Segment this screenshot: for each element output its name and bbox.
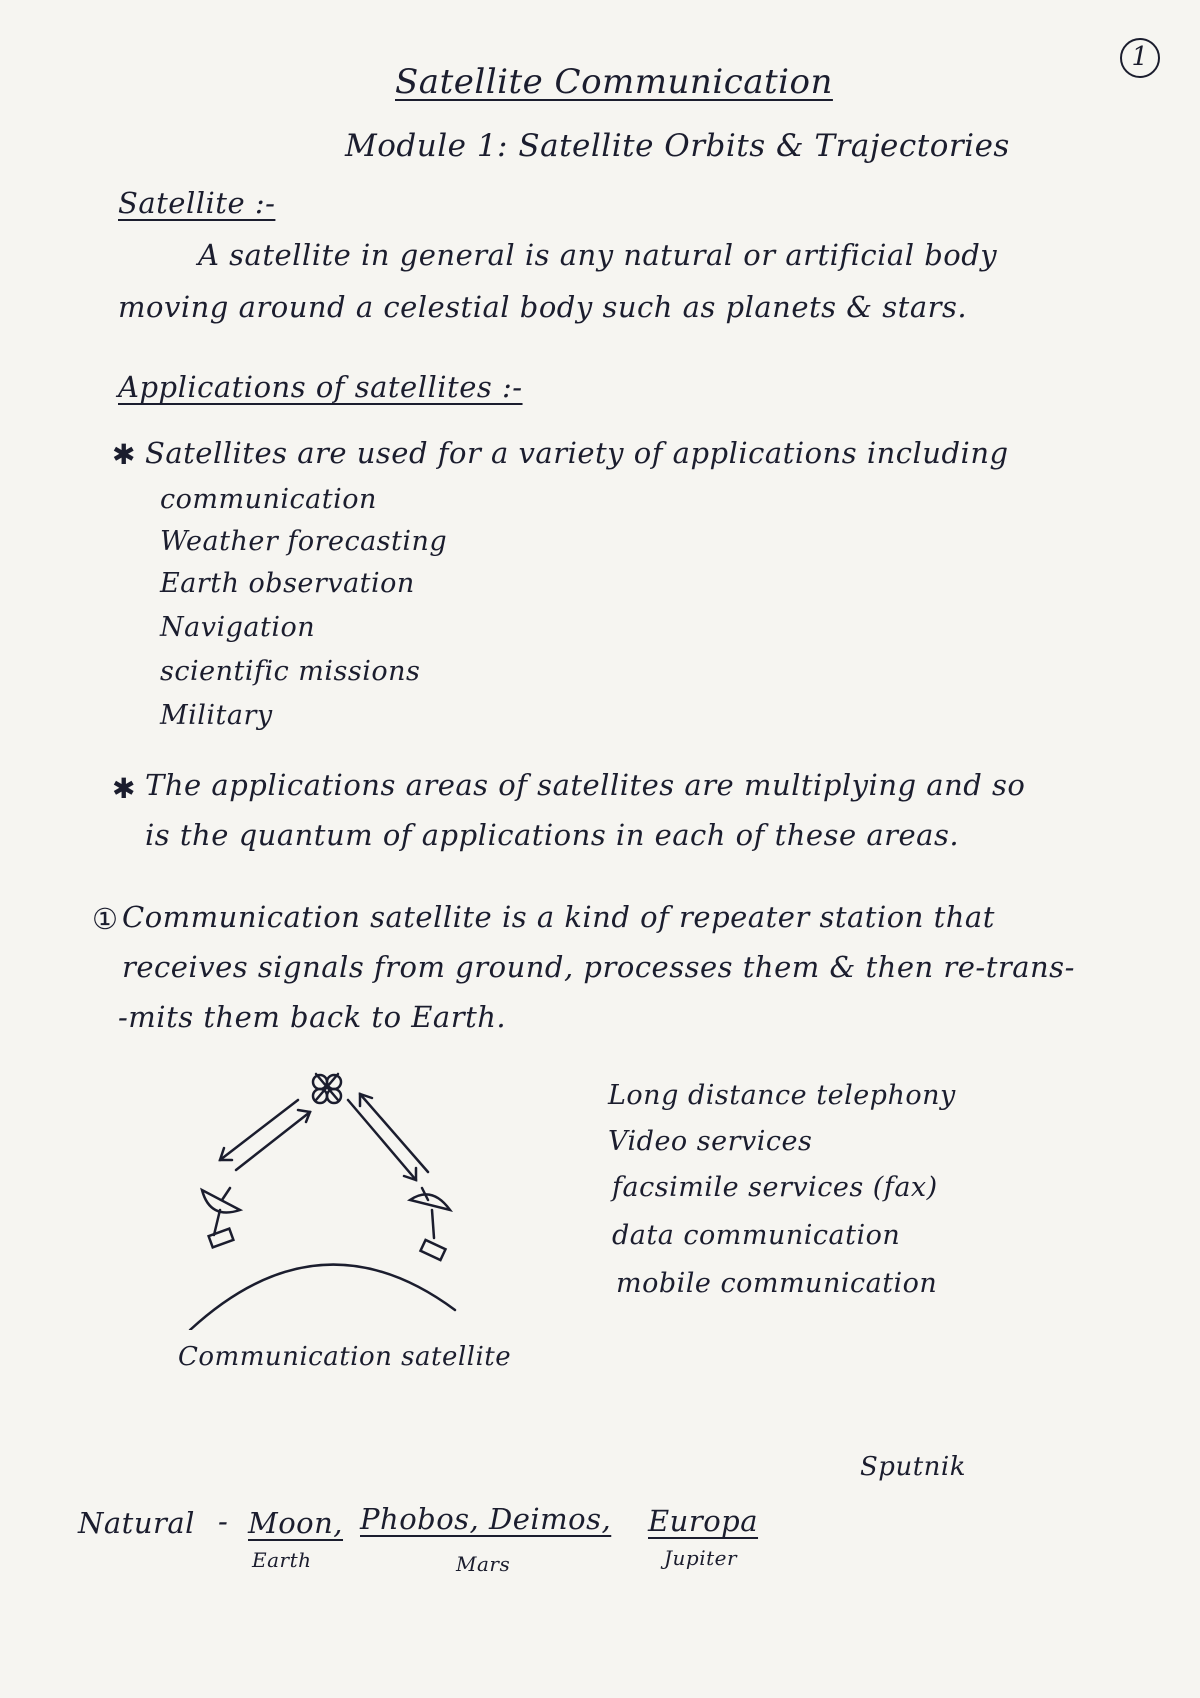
moon-label: Moon, bbox=[248, 1506, 344, 1540]
application-item: communication bbox=[160, 484, 377, 515]
europa-label: Europa bbox=[648, 1504, 759, 1538]
definition-line-1: A satellite in general is any natural or artificial body bbox=[198, 238, 998, 272]
comm-service-item: mobile communication bbox=[616, 1268, 938, 1299]
application-item: Military bbox=[160, 700, 273, 731]
note-line-2: is the quantum of applications in each of these areas. bbox=[145, 818, 960, 852]
satellite-icon bbox=[313, 1074, 341, 1103]
comm-service-item: Long distance telephony bbox=[608, 1080, 956, 1111]
comm-service-item: Video services bbox=[608, 1126, 813, 1157]
application-item: Earth observation bbox=[160, 568, 415, 599]
jupiter-sub-label: Jupiter bbox=[664, 1546, 738, 1570]
applications-intro: Satellites are used for a variety of applications including bbox=[145, 436, 1009, 470]
module-heading: Module 1: Satellite Orbits & Trajectories bbox=[345, 128, 1010, 164]
applications-heading: Applications of satellites :- bbox=[118, 370, 523, 404]
earth-sub-label: Earth bbox=[252, 1548, 312, 1572]
ground-station-right-icon bbox=[410, 1188, 450, 1260]
downlink-arrow-right bbox=[348, 1094, 428, 1180]
comm-line-2: receives signals from ground, processes them & then re-trans- bbox=[122, 950, 1075, 984]
bullet-star-icon: ✱ bbox=[112, 772, 136, 805]
phobos-deimos-label: Phobos, Deimos, bbox=[360, 1502, 612, 1536]
note-line-1: The applications areas of satellites are multiplying and so bbox=[145, 768, 1026, 802]
application-item: Weather forecasting bbox=[160, 526, 448, 557]
ground-station-left-icon bbox=[202, 1188, 240, 1247]
bullet-star-icon: ✱ bbox=[112, 438, 136, 471]
comm-service-item: data communication bbox=[612, 1220, 901, 1251]
circled-one-marker: ① bbox=[92, 902, 118, 936]
uplink-arrow-left bbox=[220, 1100, 310, 1170]
comm-line-3: -mits them back to Earth. bbox=[118, 1000, 507, 1034]
application-item: scientific missions bbox=[160, 656, 421, 687]
page-number: 1 bbox=[1120, 38, 1160, 78]
earth-arc bbox=[190, 1265, 455, 1330]
satellite-heading: Satellite :- bbox=[118, 186, 276, 220]
comm-service-item: facsimile services (fax) bbox=[612, 1172, 938, 1203]
natural-label: Natural bbox=[78, 1506, 195, 1540]
comm-line-1: Communication satellite is a kind of repeater station that bbox=[122, 900, 995, 934]
definition-line-2: moving around a celestial body such as planets & stars. bbox=[118, 290, 968, 324]
diagram-caption: Communication satellite bbox=[178, 1342, 512, 1372]
natural-dash: - bbox=[218, 1504, 229, 1538]
page-title: Satellite Communication bbox=[395, 62, 833, 102]
sputnik-label: Sputnik bbox=[860, 1452, 966, 1482]
communication-satellite-diagram bbox=[170, 1060, 490, 1330]
mars-sub-label: Mars bbox=[456, 1552, 511, 1576]
application-item: Navigation bbox=[160, 612, 316, 643]
